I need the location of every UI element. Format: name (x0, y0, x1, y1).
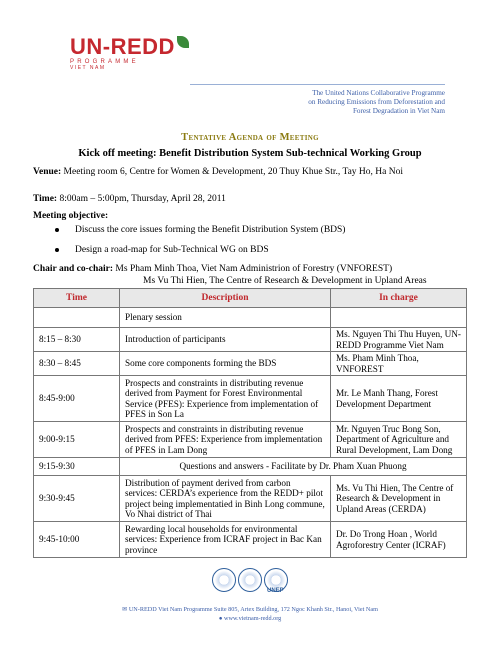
venue (33, 166, 443, 178)
footer-address: ✉ UN-REDD Viet Nam Programme Suite 805, Artex Building, 172 Ngoc Khanh Str., Hanoi, Viet Nam (122, 606, 378, 613)
unep-label: UNEP (267, 588, 284, 594)
chairs (33, 263, 427, 287)
header-in-charge: In charge (331, 289, 467, 308)
co-chair-name: Ms Vu Thi Hien, The Centre of Research & Development in Upland Areas (143, 276, 427, 286)
chair-name: Ms Pham Minh Thoa, Viet Nam Administrion of Forestry (VNFOREST) (115, 264, 393, 274)
header-description: Description (120, 289, 331, 308)
agenda-title: Tentative Agenda of Meeting (181, 132, 319, 143)
footer-website[interactable]: ● www.vietnam-redd.org (218, 615, 282, 622)
bullet-icon (55, 248, 59, 252)
programme-tagline: The United Nations Collaborative Programme on Reducing Emissions from Deforestation and Forest Degradation in Viet Nam (308, 89, 445, 115)
logo-programme: PROGRAMME (70, 59, 139, 65)
time-text: 8:00am – 5:00pm, Thursday, April 28, 2011 (59, 194, 226, 204)
logo-text: UN-REDD (70, 34, 175, 59)
table-header-row (34, 289, 467, 308)
header-time: Time (34, 289, 120, 308)
objective-list (55, 224, 345, 264)
table-row: 8:45-9:00 Prospects and constraints in distributing revenue derived from Payment for Forest Environmental Service (PFES): Experience from implementation of PFES in Son La Mr. Le Manh Thang, Forest Development Department (34, 376, 467, 422)
header-divider (190, 84, 445, 85)
agenda-table (33, 288, 467, 558)
list-item: Discuss the core issues forming the Benefit Distribution System (BDS) (55, 224, 345, 244)
un-redd-logo (70, 36, 189, 71)
table-row: 8:30 – 8:45 Some core components forming the BDS Ms. Pham Minh Thoa, VNFOREST (34, 352, 467, 376)
venue-text: Meeting room 6, Centre for Women & Development, 20 Thuy Khue Str., Tay Ho, Ha Noi (63, 167, 403, 177)
leaf-icon (177, 36, 189, 48)
undp-logo-icon (238, 568, 262, 592)
venue-label: Venue: (33, 167, 62, 177)
objective-heading: Meeting objective: (33, 211, 109, 221)
table-row: 9:00-9:15 Prospects and constraints in distributing revenue derived from PFES: Experience from implementation of PFES in Lam Dong Mr. Nguyen Truc Bong Son, Department of Agriculture and Rural Development, Lam Dong (34, 422, 467, 458)
chair-label: Chair and co-chair: (33, 264, 114, 274)
table-row: 8:15 – 8:30 Introduction of participants Ms. Nguyen Thi Thu Huyen, UN-REDD Programme Viet Nam (34, 328, 467, 352)
logo-country: VIET NAM (70, 65, 106, 71)
bullet-icon (55, 228, 59, 232)
time-label: Time: (33, 194, 58, 204)
meeting-time (33, 194, 226, 204)
table-row: 9:45-10:00 Rewarding local households for environmental services: Experience from ICRAF project in Bac Kan province Dr. Do Trong Hoan , World Agroforestry Center (ICRAF) (34, 522, 467, 558)
partner-logos (0, 568, 500, 596)
list-item: Design a road-map for Sub-Technical WG on BDS (55, 244, 345, 264)
table-row: 9:15-9:30 Questions and answers - Facilitate by Dr. Pham Xuan Phuong (34, 458, 467, 476)
meeting-title: Kick off meeting: Benefit Distribution System Sub-technical Working Group (78, 148, 422, 159)
fao-logo-icon (212, 568, 236, 592)
table-row: Plenary session (34, 308, 467, 328)
table-row: 9:30-9:45 Distribution of payment derived from carbon services: CERDA’s experience from the REDD+ pilot project being implementatied in Binh Long commune, Vo Nhai district of Thai Ms. Vu Thi Hien, The Centre of Research & Development in Upland Areas (CERDA) (34, 476, 467, 522)
